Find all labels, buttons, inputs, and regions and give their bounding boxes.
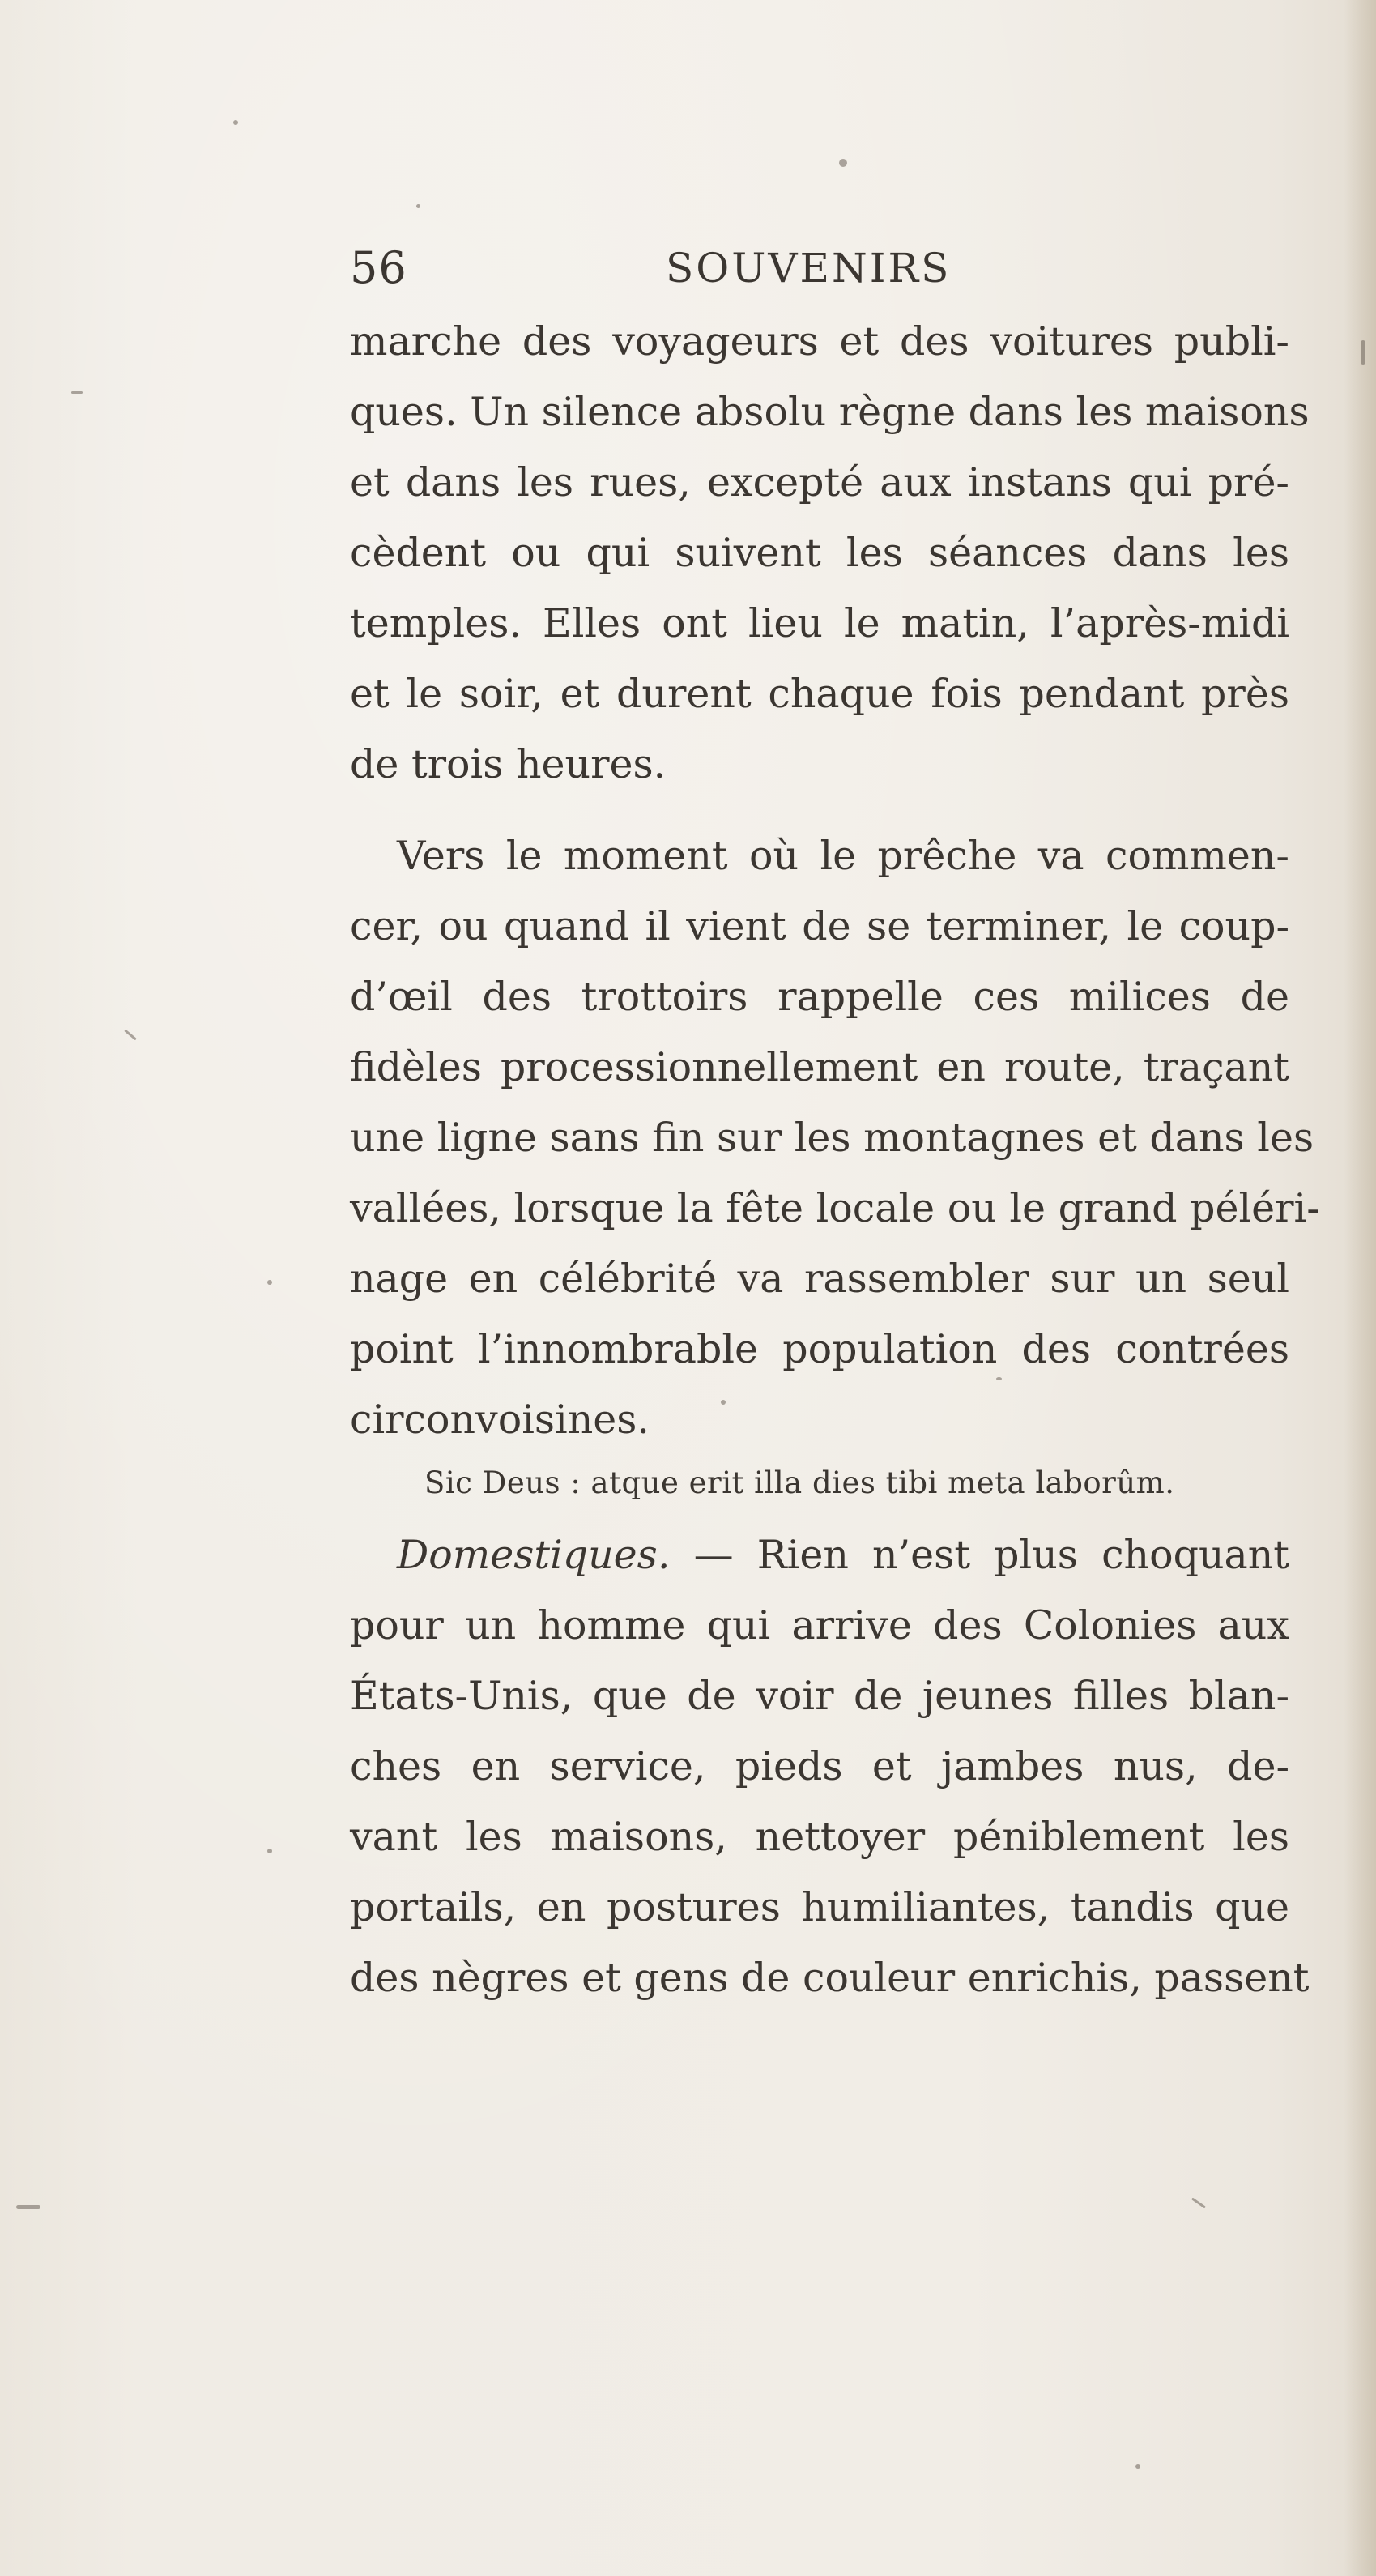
paper-speck [839, 159, 847, 167]
text-line: nage en célébrité va rassembler sur un seul [350, 1256, 1289, 1302]
paper-speck [1191, 2198, 1206, 2209]
page-header [350, 240, 1289, 296]
lead-text: — Rien n’est plus choquant [670, 1532, 1289, 1578]
text-line: temples. Elles ont lieu le matin, l’après-midi [350, 600, 1289, 646]
paper-speck [233, 120, 238, 125]
text-line: États-Unis, que de voir de jeunes filles blan- [350, 1673, 1289, 1719]
text-line: point l’innombrable population des contrées [350, 1326, 1289, 1372]
page-number: 56 [350, 242, 407, 293]
text-line: portails, en postures humiliantes, tandis que [350, 1884, 1289, 1930]
paragraph-gap [350, 1512, 1289, 1520]
latin-quote: Sic Deus : atque erit illa dies tibi meta laborûm. [424, 1465, 1175, 1500]
text-line: vallées, lorsque la fête locale ou le grand péléri- [350, 1185, 1320, 1231]
text-line: ques. Un silence absolu règne dans les maisons [350, 389, 1310, 435]
text-line: cer, ou quand il vient de se terminer, le coup- [350, 903, 1289, 949]
text-line: d’œil des trottoirs rappelle ces milices de [350, 974, 1289, 1020]
paragraph [350, 821, 1320, 1455]
text-line: Vers le moment où le prêche va commen- [397, 833, 1289, 879]
text-line: cèdent ou qui suivent les séances dans les [350, 530, 1289, 576]
text-line: marche des voyageurs et des voitures publi- [350, 318, 1289, 365]
paper-speck [1135, 2464, 1140, 2469]
text-line: et dans les rues, excepté aux instans qui pré- [350, 459, 1289, 505]
text-line: circonvoisines. [350, 1397, 650, 1443]
body-text [350, 306, 1320, 2013]
text-line: fidèles processionnellement en route, traçant [350, 1044, 1289, 1090]
text-line [350, 1520, 1289, 1590]
text-line: pour un homme qui arrive des Colonies aux [350, 1602, 1289, 1648]
paragraph [350, 306, 1310, 800]
paper-speck [1361, 340, 1365, 365]
text-line: ches en service, pieds et jambes nus, de- [350, 1743, 1289, 1789]
paper-speck [267, 1849, 272, 1853]
page-edge-shadow [1344, 0, 1376, 2576]
paper-speck [124, 1030, 137, 1041]
text-line: de trois heures. [350, 741, 667, 787]
paper-speck [71, 391, 83, 394]
text-line: et le soir, et durent chaque fois pendant près [350, 671, 1289, 717]
text-line: vant les maisons, nettoyer péniblement les [350, 1814, 1289, 1860]
paper-speck [416, 204, 420, 208]
running-head: SOUVENIRS [666, 245, 952, 292]
text-line: une ligne sans fin sur les montagnes et dans les [350, 1115, 1314, 1161]
text-line: des nègres et gens de couleur enrichis, passent [350, 1955, 1310, 2001]
paper-speck [267, 1280, 272, 1285]
section-lead: Domestiques. [397, 1532, 671, 1578]
paragraph [350, 1520, 1310, 2013]
paper-speck [16, 2205, 40, 2209]
paragraph-gap [350, 800, 1289, 821]
